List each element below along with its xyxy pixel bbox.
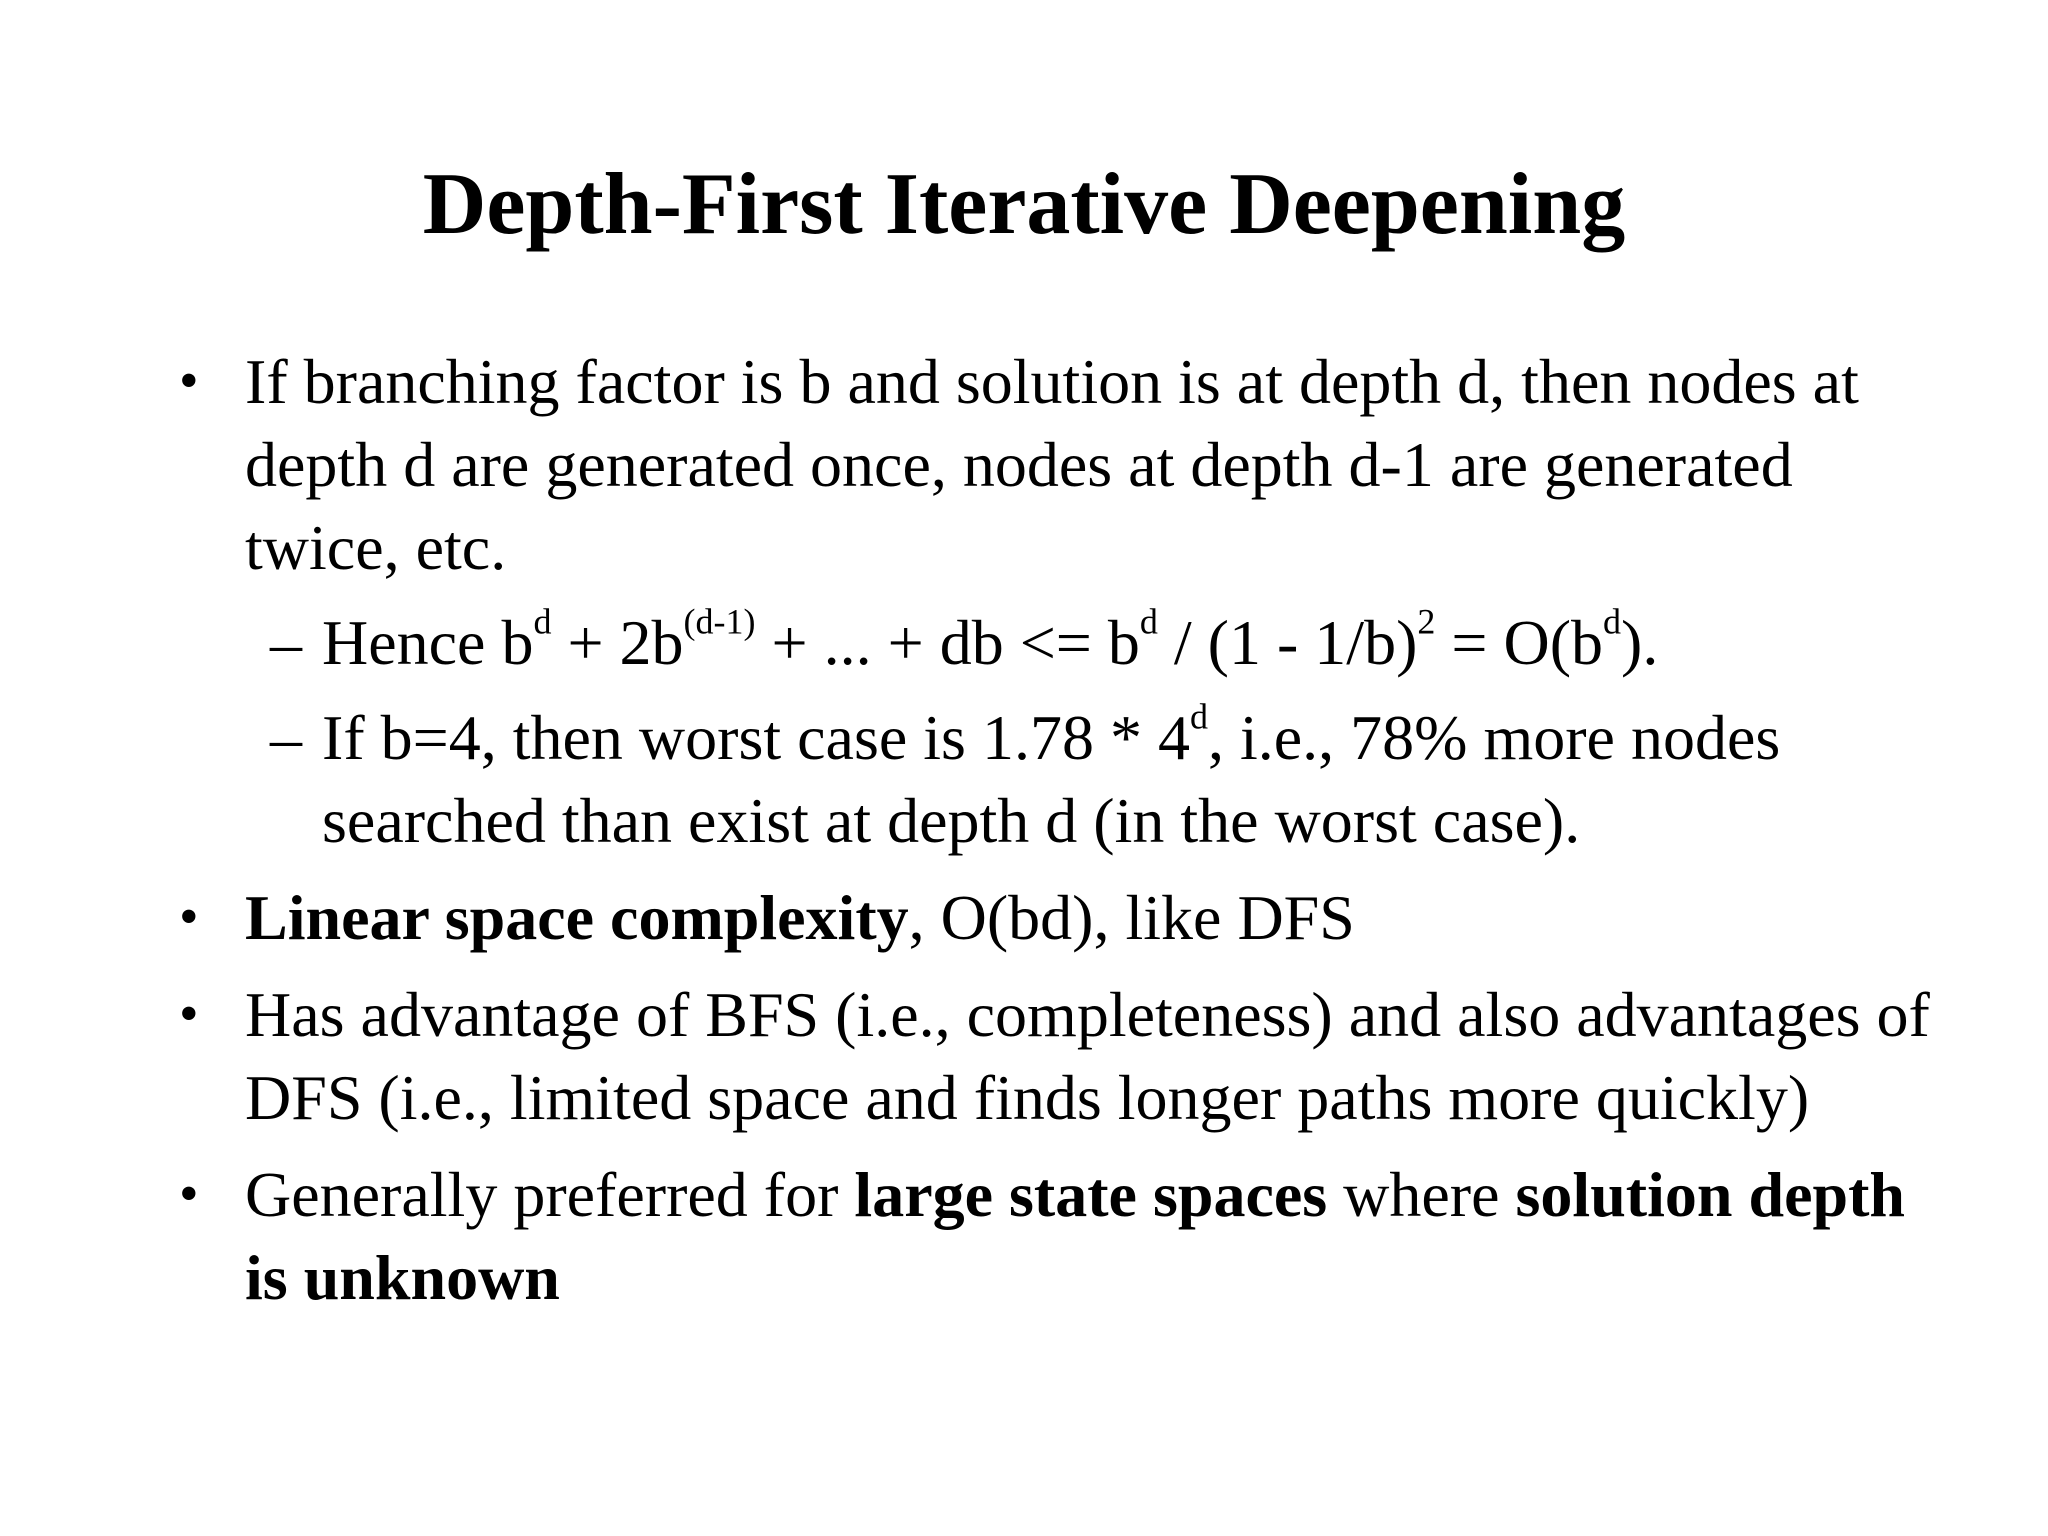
dash-marker: –: [270, 702, 302, 773]
bullet-generally-preferred: [179, 1153, 1935, 1319]
bullet-linear-space: [179, 876, 1935, 959]
formula-text: / (1 - 1/b): [1157, 607, 1418, 678]
bullet-branching-factor: [179, 340, 1935, 589]
sub-bullet-text: , i.e., 78% more nodes searched than exist at depth d (in the worst case).: [322, 702, 1781, 856]
slide-body: [0, 340, 2048, 1319]
bullet-advantages: [179, 973, 1935, 1139]
formula-superscript: d: [1139, 601, 1158, 642]
formula-text: = O(b: [1435, 607, 1603, 678]
bullet-bold-text: Linear space complexity: [245, 882, 909, 953]
bullet-marker: •: [179, 886, 199, 948]
sub-bullet-hence: [270, 601, 1922, 684]
formula-superscript: d: [533, 601, 552, 642]
formula-text: Hence b: [322, 607, 534, 678]
slide-title: Depth-First Iterative Deepening: [422, 156, 1626, 253]
sub-bullet-text: If b=4, then worst case is 1.78 * 4: [322, 702, 1190, 773]
bullet-marker: •: [179, 983, 199, 1045]
formula-text: ).: [1621, 607, 1659, 678]
formula-text: + ... + db <= b: [755, 607, 1140, 678]
formula-superscript: (d-1): [683, 601, 756, 642]
formula-text: + 2b: [551, 607, 684, 678]
bullet-text: Has advantage of BFS (i.e., completeness) and also advantages of DFS (i.e., limited space and finds longer paths more quickly): [245, 979, 1930, 1133]
bullet-marker: •: [179, 1163, 199, 1225]
bullet-marker: •: [179, 350, 199, 412]
bullet-bold-text: solution depth is unknown: [245, 1159, 1905, 1313]
formula-superscript: d: [1603, 601, 1621, 642]
sub-bullet-superscript: d: [1189, 696, 1208, 737]
bullet-text: , O(bd), like DFS: [908, 882, 1355, 953]
dash-marker: –: [270, 607, 302, 678]
formula-superscript: 2: [1417, 601, 1436, 642]
sub-bullet-worst-case: [270, 696, 1922, 862]
bullet-text: Generally preferred for: [245, 1159, 855, 1230]
bullet-bold-text: large state spaces: [854, 1159, 1328, 1230]
bullet-text: If branching factor is b and solution is at depth d, then nodes at depth d are generated once, nodes at depth d-1 are generated twice, etc.: [245, 346, 1859, 583]
bullet-text: where: [1327, 1159, 1516, 1230]
